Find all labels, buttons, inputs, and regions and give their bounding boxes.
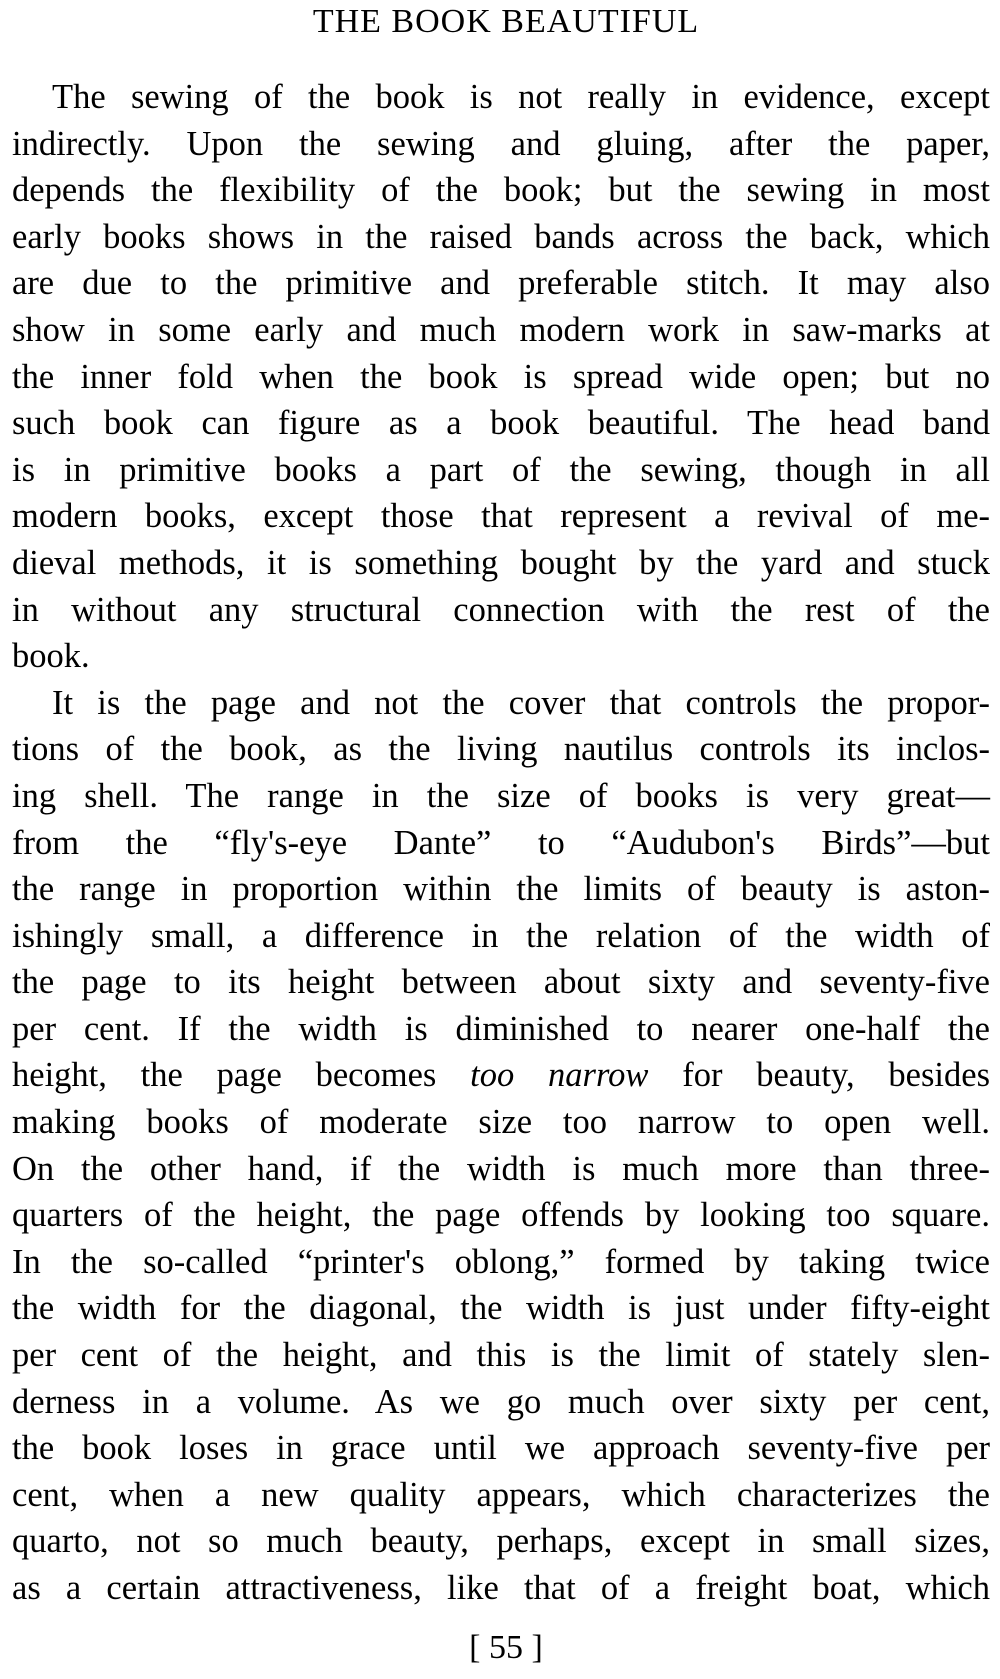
text-line: the range in proportion within the limits of beauty is aston- [12,870,990,909]
text-line: ishingly small, a difference in the relation of the width of [12,916,990,955]
text-line: from the “fly's-eye Dante” to “Audubon's Birds”—but [12,823,990,862]
text-line: In the so-called “printer's oblong,” formed by taking twice [12,1242,990,1281]
text-line: the width for the diagonal, the width is just under fifty-eight [12,1289,990,1328]
text-line: the inner fold when the book is spread wide open; but no [12,357,990,396]
text-line: early books shows in the raised bands across the back, which [12,217,990,256]
text-line: cent, when a new quality appears, which characterizes the [12,1475,990,1514]
body-text [12,74,990,1612]
text-line: making books of moderate size too narrow to open well. [12,1103,990,1142]
text-line: indirectly. Upon the sewing and gluing, after the paper, [12,124,990,163]
book-page [12,0,990,1679]
text-line: per cent. If the width is diminished to nearer one-half the [12,1009,990,1048]
text-line: modern books, except those that represent a revival of me- [12,497,990,536]
text-line: quarters of the height, the page offends by looking too square. [12,1196,990,1235]
text-line: as a certain attractiveness, like that of a freight boat, which [12,1569,990,1607]
text-line: tions of the book, as the living nautilus controls its inclos- [12,730,990,769]
text-line: The sewing of the book is not really in evidence, except [52,78,990,116]
text-line: such book can figure as a book beautiful. The head band [12,404,990,443]
text-line: in without any structural connection with the rest of the [12,590,990,629]
text-line: derness in a volume. As we go much over sixty per cent, [12,1382,990,1421]
text-line: per cent of the height, and this is the limit of stately slen- [12,1336,990,1375]
text-line: are due to the primitive and preferable stitch. It may also [12,264,990,303]
text-line: ing shell. The range in the size of books is very great— [12,776,990,815]
page-number: [ 55 ] [469,1629,543,1666]
text-line: On the other hand, if the width is much more than three- [12,1149,990,1188]
text-line: depends the flexibility of the book; but the sewing in most [12,171,990,210]
text-line: dieval methods, it is something bought by the yard and stuck [12,543,990,582]
text-line: the book loses in grace until we approach seventy-five per [12,1429,990,1468]
text-line: show in some early and much modern work in saw-marks at [12,310,990,349]
running-header: THE BOOK BEAUTIFUL [312,3,700,40]
text-line: It is the page and not the cover that controls the propor- [52,683,990,722]
text-line: is in primitive books a part of the sewing, though in all [12,450,990,489]
italic-phrase: too narrow [470,1056,649,1095]
text-line: height, the page becomes too narrow for beauty, besides [12,1056,990,1095]
text-line: book. [12,637,90,676]
text-line: quarto, not so much beauty, perhaps, except in small sizes, [12,1522,990,1561]
text-line: the page to its height between about sixty and seventy-five [12,963,990,1002]
